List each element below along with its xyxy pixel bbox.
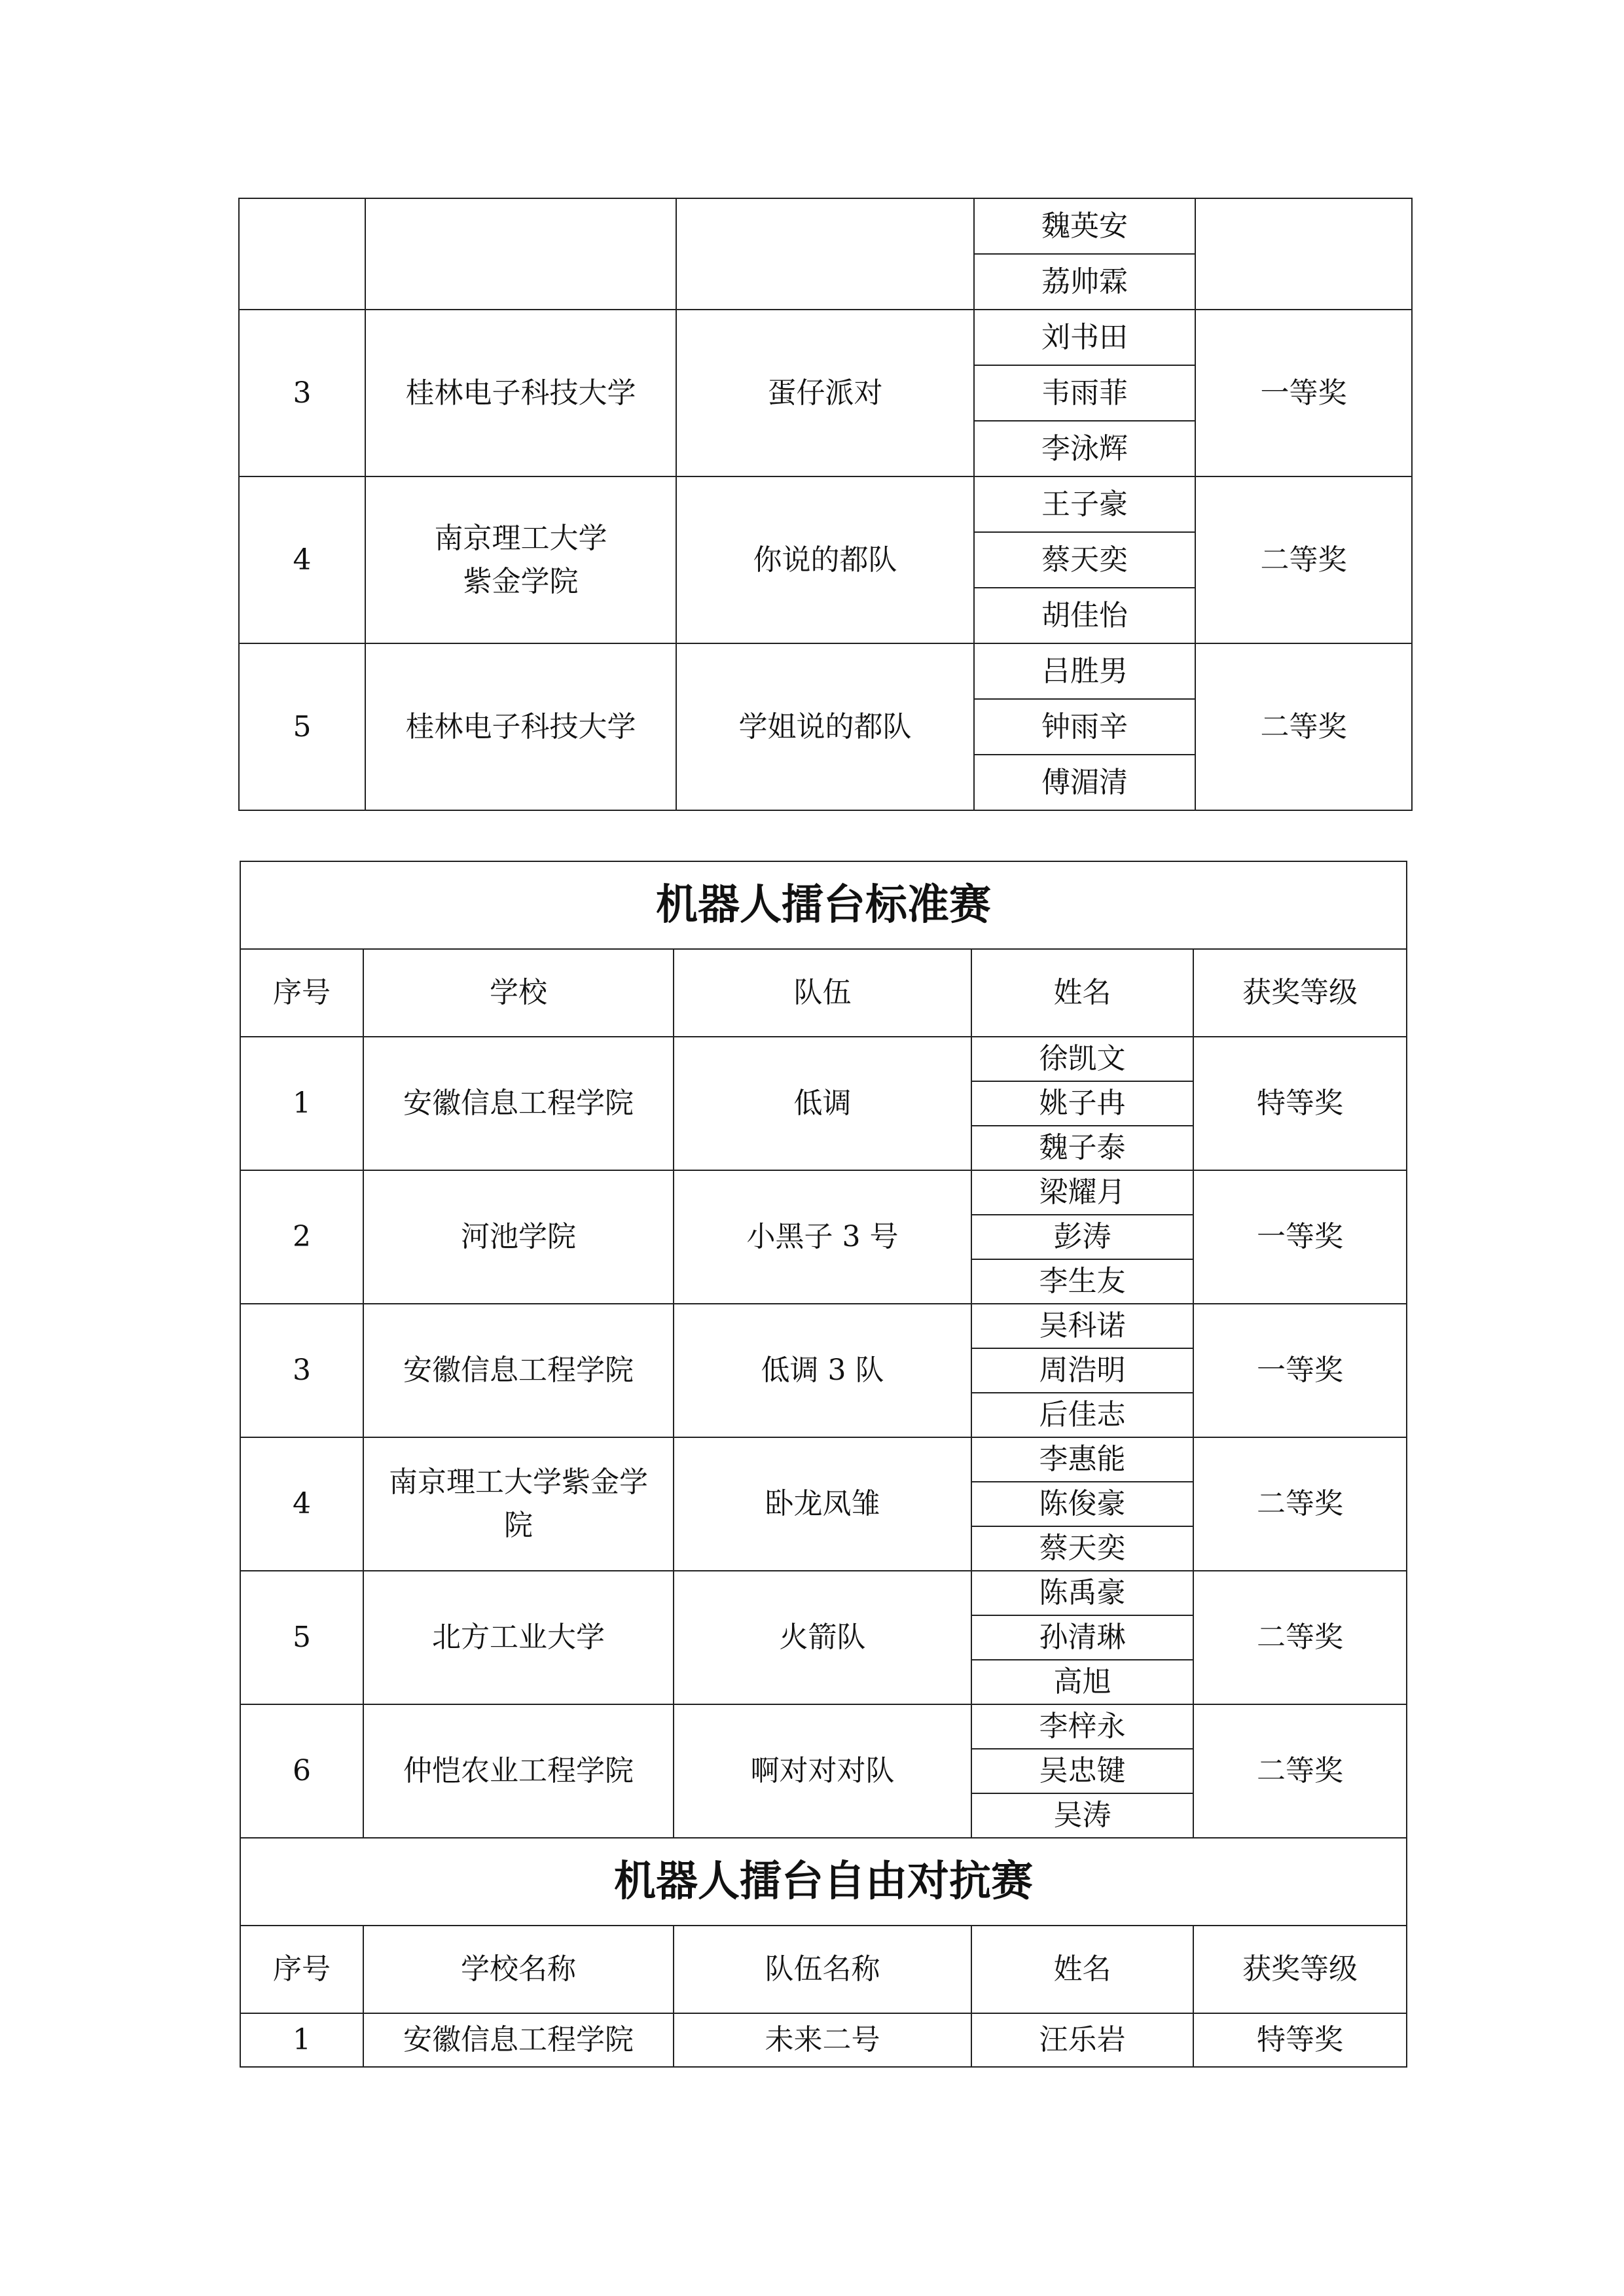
member-cell: 陈俊豪 — [971, 1482, 1193, 1526]
team-cell: 低调 3 队 — [674, 1304, 971, 1437]
school-line: 南京理工大学 — [434, 521, 607, 555]
section-title: 机器人擂台自由对抗赛 — [240, 1838, 1407, 1926]
header-name: 姓名 — [971, 1926, 1193, 2013]
member-cell: 陈禹豪 — [971, 1571, 1193, 1615]
table-row — [240, 1304, 1407, 1348]
member-cell: 韦雨菲 — [974, 365, 1195, 421]
member-cell: 吕胜男 — [974, 643, 1195, 699]
award-cell: 二等奖 — [1193, 1437, 1407, 1571]
member-cell: 吴涛 — [971, 1793, 1193, 1838]
team-cell: 学姐说的都队 — [676, 643, 974, 810]
school-line: 院 — [504, 1509, 533, 1542]
school-cell: 安徽信息工程学院 — [363, 1304, 674, 1437]
section-title-row — [240, 861, 1407, 949]
member-cell: 周浩明 — [971, 1348, 1193, 1393]
member-cell: 蔡天奕 — [971, 1526, 1193, 1571]
member-cell: 高旭 — [971, 1660, 1193, 1704]
school-cell — [363, 1437, 674, 1571]
serial-cell — [239, 198, 365, 310]
table-row — [240, 1571, 1407, 1615]
results-table-standard — [240, 861, 1407, 2068]
award-cell: 特等奖 — [1193, 1037, 1407, 1170]
award-cell: 一等奖 — [1193, 1170, 1407, 1304]
award-cell: 二等奖 — [1195, 643, 1412, 810]
header-school-name: 学校名称 — [363, 1926, 674, 2013]
serial-cell: 2 — [240, 1170, 363, 1304]
table-row — [240, 1037, 1407, 1081]
results-table-continued — [238, 198, 1413, 811]
team-cell: 卧龙凤雏 — [674, 1437, 971, 1571]
team-cell: 你说的都队 — [676, 476, 974, 643]
header-row — [240, 949, 1407, 1037]
table-row — [240, 2013, 1407, 2067]
member-cell: 胡佳怡 — [974, 588, 1195, 643]
serial-cell: 1 — [240, 1037, 363, 1170]
member-cell: 王子豪 — [974, 476, 1195, 532]
table-row — [240, 1437, 1407, 1482]
serial-cell: 3 — [240, 1304, 363, 1437]
member-cell: 孙清琳 — [971, 1615, 1193, 1660]
member-cell: 傅湄清 — [974, 755, 1195, 810]
header-award: 获奖等级 — [1193, 1926, 1407, 2013]
member-cell: 钟雨辛 — [974, 699, 1195, 755]
school-cell — [365, 198, 676, 310]
member-cell: 汪乐岩 — [971, 2013, 1193, 2067]
header-serial: 序号 — [240, 1926, 363, 2013]
serial-cell: 4 — [240, 1437, 363, 1571]
serial-cell: 5 — [240, 1571, 363, 1704]
school-cell: 北方工业大学 — [363, 1571, 674, 1704]
member-cell: 蔡天奕 — [974, 532, 1195, 588]
table-row — [239, 198, 1412, 254]
school-line: 紫金学院 — [463, 564, 579, 598]
school-cell: 河池学院 — [363, 1170, 674, 1304]
header-team: 队伍 — [674, 949, 971, 1037]
serial-cell: 3 — [239, 310, 365, 476]
table-row — [240, 1704, 1407, 1749]
member-cell: 荔帅霖 — [974, 254, 1195, 310]
school-cell: 仲恺农业工程学院 — [363, 1704, 674, 1838]
table-row — [239, 643, 1412, 699]
table-row — [240, 1170, 1407, 1215]
award-cell: 二等奖 — [1195, 476, 1412, 643]
school-cell: 安徽信息工程学院 — [363, 1037, 674, 1170]
team-cell: 低调 — [674, 1037, 971, 1170]
team-cell: 蛋仔派对 — [676, 310, 974, 476]
member-cell: 姚子冉 — [971, 1081, 1193, 1126]
team-cell: 火箭队 — [674, 1571, 971, 1704]
member-cell: 徐凯文 — [971, 1037, 1193, 1081]
member-cell: 李梓永 — [971, 1704, 1193, 1749]
serial-cell: 4 — [239, 476, 365, 643]
serial-cell: 1 — [240, 2013, 363, 2067]
member-cell: 李泳辉 — [974, 421, 1195, 476]
header-serial: 序号 — [240, 949, 363, 1037]
member-cell: 李生友 — [971, 1259, 1193, 1304]
member-cell: 后佳志 — [971, 1393, 1193, 1437]
award-cell: 一等奖 — [1193, 1304, 1407, 1437]
school-cell — [365, 476, 676, 643]
school-cell: 桂林电子科技大学 — [365, 643, 676, 810]
member-cell: 吴科诺 — [971, 1304, 1193, 1348]
header-team-name: 队伍名称 — [674, 1926, 971, 2013]
header-school: 学校 — [363, 949, 674, 1037]
header-award: 获奖等级 — [1193, 949, 1407, 1037]
award-cell: 一等奖 — [1195, 310, 1412, 476]
team-cell: 啊对对对队 — [674, 1704, 971, 1838]
member-cell: 吴忠键 — [971, 1749, 1193, 1793]
section-title: 机器人擂台标准赛 — [240, 861, 1407, 949]
serial-cell: 5 — [239, 643, 365, 810]
team-cell — [676, 198, 974, 310]
member-cell: 刘书田 — [974, 310, 1195, 365]
school-line: 南京理工大学紫金学 — [389, 1465, 648, 1499]
member-cell: 梁耀月 — [971, 1170, 1193, 1215]
header-row — [240, 1926, 1407, 2013]
section-title-row — [240, 1838, 1407, 1926]
table-row — [239, 310, 1412, 365]
member-cell: 彭涛 — [971, 1215, 1193, 1259]
award-cell — [1195, 198, 1412, 310]
team-cell: 小黑子 3 号 — [674, 1170, 971, 1304]
member-cell: 魏英安 — [974, 198, 1195, 254]
award-cell: 特等奖 — [1193, 2013, 1407, 2067]
member-cell: 李惠能 — [971, 1437, 1193, 1482]
member-cell: 魏子泰 — [971, 1126, 1193, 1170]
award-cell: 二等奖 — [1193, 1704, 1407, 1838]
award-cell: 二等奖 — [1193, 1571, 1407, 1704]
header-name: 姓名 — [971, 949, 1193, 1037]
serial-cell: 6 — [240, 1704, 363, 1838]
school-cell: 安徽信息工程学院 — [363, 2013, 674, 2067]
school-cell: 桂林电子科技大学 — [365, 310, 676, 476]
table-row — [239, 476, 1412, 532]
team-cell: 未来二号 — [674, 2013, 971, 2067]
